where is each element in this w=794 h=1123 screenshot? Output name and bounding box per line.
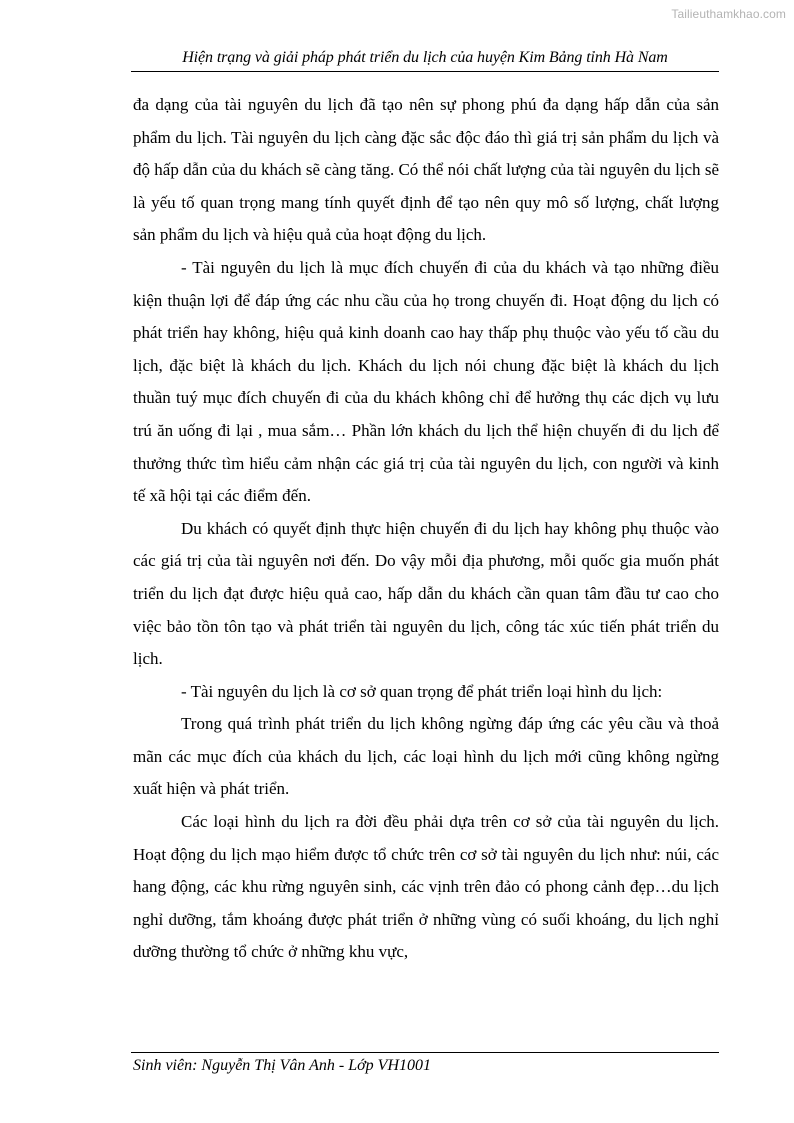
paragraph-decision: Du khách có quyết định thực hiện chuyến đi du lịch hay không phụ thuộc vào các giá trị của tài nguyên nơi đến. Do vậy mỗi địa phương, mỗi quốc gia muốn phát triển du lịch đạt được hiệu quả cao, hấp dẫn du khách cần quan tâm đầu tư cao cho việc bảo tồn tôn tạo và phát triển tài nguyên du lịch, công tác xúc tiến phát triển du lịch.: [133, 518, 719, 669]
watermark-text: Tailieuthamkhao.com: [671, 7, 786, 21]
paragraph-bullet-purpose: - Tài nguyên du lịch là mục đích chuyến đi của du khách và tạo những điều kiện thuận lợi để đáp ứng các nhu cầu của họ trong chuyến đi. Hoạt động du lịch có phát triển hay không, hiệu quả kinh doanh cao hay thấp phụ thuộc vào yếu tố cầu du lịch, đặc biệt là khách du lịch. Khách du lịch nói chung đặc biệt là khách du lịch thuần tuý mục đích chuyến đi của du khách không chỉ để hưởng thụ các dịch vụ lưu trú ăn uống đi lại , mua sắm… Phần lớn khách du lịch thể hiện chuyến đi du lịch để thưởng thức tìm hiểu cảm nhận các giá trị của tài nguyên du lịch, con người và kinh tế xã hội tại các điểm đến.: [133, 257, 719, 506]
paragraph-development: Trong quá trình phát triển du lịch không ngừng đáp ứng các yêu cầu và thoả mãn các mục đích của khách du lịch, các loại hình du lịch mới cũng không ngừng xuất hiện và phát triển.: [133, 714, 719, 799]
footer-divider: [131, 1052, 719, 1053]
page-body: [133, 89, 719, 969]
header-divider: [131, 71, 719, 72]
paragraph-continuation: đa dạng của tài nguyên du lịch đã tạo nên sự phong phú đa dạng hấp dẫn của sản phẩm du lịch. Tài nguyên du lịch càng đặc sắc độc đáo thì giá trị sản phẩm du lịch và độ hấp dẫn của du khách sẽ càng tăng. Có thể nói chất lượng của tài nguyên du lịch sẽ là yếu tố quan trọng mang tính quyết định để tạo nên quy mô số lượng, chất lượng sản phẩm du lịch và hiệu quả của hoạt động du lịch.: [133, 95, 719, 245]
paragraph-bullet-basis: - Tài nguyên du lịch là cơ sở quan trọng để phát triển loại hình du lịch:: [181, 681, 663, 701]
paragraph-tourism-types: Các loại hình du lịch ra đời đều phải dựa trên cơ sở của tài nguyên du lịch. Hoạt động du lịch mạo hiểm được tổ chức trên cơ sở tài nguyên du lịch như: núi, các hang động, các khu rừng nguyên sinh, các vịnh trên đảo có phong cảnh đẹp…du lịch nghỉ dưỡng, tắm khoáng được phát triển ở những vùng có suối khoáng, du lịch nghỉ dưỡng thường tổ chức ở những khu vực,: [133, 812, 719, 962]
footer-author: Sinh viên: Nguyễn Thị Vân Anh - Lớp VH1001: [133, 1057, 431, 1074]
running-header-title: Hiện trạng và giải pháp phát triển du lịch của huyện Kim Bảng tỉnh Hà Nam: [182, 49, 668, 66]
